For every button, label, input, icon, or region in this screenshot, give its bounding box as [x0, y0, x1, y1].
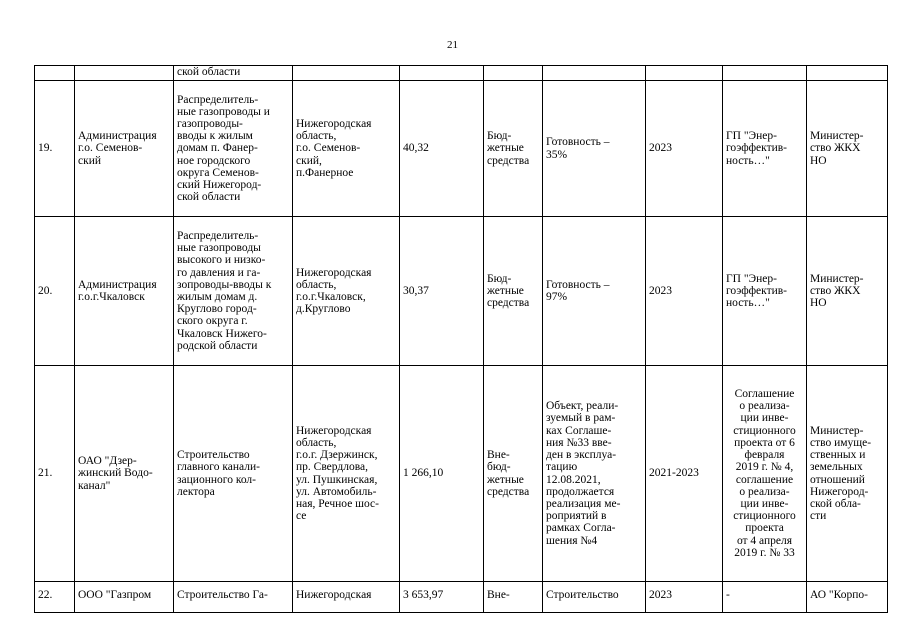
- cell-object: ской области: [174, 66, 293, 81]
- table-row-continuation: [35, 66, 888, 81]
- cell-source: Бюд- жетные средства: [484, 81, 543, 217]
- cell-program: ГП "Энер- гоэффектив- ность…": [723, 81, 807, 217]
- cell-source: Бюд- жетные средства: [484, 217, 543, 366]
- cell-org: ОАО "Дзер- жинский Водо- канал": [75, 366, 174, 582]
- table-row: [35, 81, 888, 217]
- cell-amount: [400, 66, 484, 81]
- cell-status: Готовность – 97%: [543, 217, 646, 366]
- cell-ministry: [807, 66, 888, 81]
- cell-status: [543, 66, 646, 81]
- cell-status: Объект, реали- зуемый в рам- ках Соглаше- ния №33 вве- ден в эксплуа- тацию 12.08.2021, продолжается реализация ме- роприятий в рамках Согла- шения №4: [543, 366, 646, 582]
- cell-object: Строительство главного канали- зационного кол- лектора: [174, 366, 293, 582]
- cell-location: [293, 66, 400, 81]
- cell-program: [723, 66, 807, 81]
- cell-period: 2023: [646, 81, 723, 217]
- cell-location: Нижегородская область, г.о.г. Дзержинск, пр. Свердлова, ул. Пушкинская, ул. Автомобиль- ная, Речное шос- се: [293, 366, 400, 582]
- projects-table: [34, 65, 888, 613]
- table-row: [35, 366, 888, 582]
- cell-ministry: Министер- ство имуще- ственных и земельных отношений Нижегород- ской обла- сти: [807, 366, 888, 582]
- page-number: 21: [447, 39, 458, 51]
- table-row: [35, 217, 888, 366]
- cell-org: Администрация г.о.г.Чкаловск: [75, 217, 174, 366]
- cell-period: 2023: [646, 582, 723, 613]
- cell-period: 2023: [646, 217, 723, 366]
- cell-amount: 3 653,97: [400, 582, 484, 613]
- cell-program: ГП "Энер- гоэффектив- ность…": [723, 217, 807, 366]
- cell-object: Строительство Га-: [174, 582, 293, 613]
- cell-ministry: Министер- ство ЖКХ НО: [807, 217, 888, 366]
- cell-object: Распределитель- ные газопроводы и газопроводы- вводы к жилым домам п. Фанер- ное городского округа Семенов- ский Нижегород- ской области: [174, 81, 293, 217]
- cell-amount: 40,32: [400, 81, 484, 217]
- cell-org: [75, 66, 174, 81]
- cell-amount: 1 266,10: [400, 366, 484, 582]
- cell-ministry: АО "Корпо-: [807, 582, 888, 613]
- cell-source: [484, 66, 543, 81]
- cell-source: Вне-: [484, 582, 543, 613]
- cell-num: [35, 66, 75, 81]
- cell-org: Администрация г.о. Семенов- ский: [75, 81, 174, 217]
- cell-location: Нижегородская: [293, 582, 400, 613]
- cell-num: 20.: [35, 217, 75, 366]
- cell-org: ООО "Газпром: [75, 582, 174, 613]
- cell-location: Нижегородская область, г.о. Семенов- ский, п.Фанерное: [293, 81, 400, 217]
- cell-program: -: [723, 582, 807, 613]
- table-row: [35, 582, 888, 613]
- cell-period: 2021-2023: [646, 366, 723, 582]
- cell-program: Соглашение о реализа- ции инве- стиционного проекта от 6 февраля 2019 г. № 4, соглашение о реализа- ции инве- стиционного проекта от 4 апреля 2019 г. № 33: [723, 366, 807, 582]
- cell-num: 22.: [35, 582, 75, 613]
- cell-object: Распределитель- ные газопроводы высокого и низко- го давления и га- зопроводы-вводы к жилым домам д. Круглово город- ского округа г. Чкаловск Нижего- родской области: [174, 217, 293, 366]
- cell-amount: 30,37: [400, 217, 484, 366]
- cell-num: 21.: [35, 366, 75, 582]
- cell-ministry: Министер- ство ЖКХ НО: [807, 81, 888, 217]
- cell-num: 19.: [35, 81, 75, 217]
- cell-status: Готовность – 35%: [543, 81, 646, 217]
- cell-status: Строительство: [543, 582, 646, 613]
- cell-source: Вне- бюд- жетные средства: [484, 366, 543, 582]
- cell-location: Нижегородская область, г.о.г.Чкаловск, д.Круглово: [293, 217, 400, 366]
- cell-period: [646, 66, 723, 81]
